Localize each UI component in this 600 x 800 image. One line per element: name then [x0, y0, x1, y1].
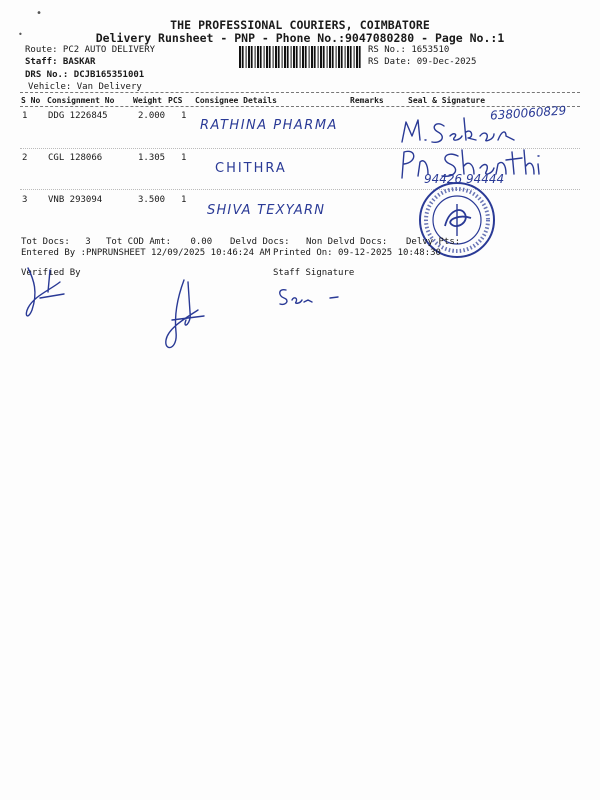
barcode-bar — [264, 46, 265, 68]
col-seal: Seal & Signature — [408, 96, 486, 105]
barcode-bar — [266, 46, 268, 68]
barcode-bar — [323, 46, 325, 68]
barcode-bar — [278, 46, 280, 68]
total-cod — [106, 237, 212, 247]
barcode-bar — [350, 46, 352, 68]
total-cod-value: 0.00 — [190, 237, 213, 247]
col-pcs: PCS — [168, 96, 183, 105]
row-pcs: 1 — [181, 111, 187, 121]
staff-signature-label: Staff Signature — [273, 268, 355, 278]
barcode-bar — [359, 46, 361, 68]
scan-mark: • — [36, 8, 43, 19]
verifier-signature-1 — [20, 262, 80, 324]
barcode-bar — [282, 46, 283, 68]
row-pcs: 1 — [181, 195, 187, 205]
row-pcs: 1 — [181, 153, 187, 163]
barcode-bar — [345, 46, 346, 68]
barcode-bar — [300, 46, 301, 68]
total-docs — [21, 237, 91, 247]
barcode-bar — [327, 46, 328, 68]
barcode-bar — [255, 46, 256, 68]
delivered-docs-label: Delvd Docs: — [230, 237, 290, 247]
barcode-bar — [242, 46, 244, 68]
barcode-bar — [269, 46, 271, 68]
drs-label: DRS No.: — [25, 70, 69, 80]
route-label: Route: PC2 AUTO DELIVERY — [25, 45, 156, 55]
barcode-bar — [356, 46, 358, 68]
vehicle-label: Vehicle: Van Delivery — [28, 82, 142, 92]
printed-on: Printed On: 09-12-2025 10:48:30 — [273, 248, 441, 258]
barcode-bar — [309, 46, 310, 68]
barcode-bar — [311, 46, 313, 68]
total-docs-label: Tot Docs: — [21, 237, 70, 247]
barcode-bar — [273, 46, 274, 68]
handwritten-phone-2: 94426 94444 — [424, 172, 505, 186]
barcode-bar — [341, 46, 343, 68]
barcode-bar — [336, 46, 337, 68]
row-consignment: CGL 128066 — [48, 153, 103, 163]
barcode-bar — [332, 46, 334, 68]
handwritten-consignee-1: RATHINA PHARMA — [200, 118, 338, 133]
handwritten-consignee-3: SHIVA TEXYARN — [207, 203, 326, 218]
runsheet-subtitle: Delivery Runsheet - PNP - Phone No.:9047080280 - Page No.:1 — [95, 31, 505, 45]
drs-value: DCJB165351001 — [73, 70, 145, 80]
signature-row-1 — [398, 112, 538, 148]
barcode-bar — [302, 46, 304, 68]
verifier-signature-2 — [158, 276, 214, 356]
non-delivered-docs-label: Non Delvd Docs: — [306, 237, 388, 247]
barcode-bar — [329, 46, 331, 68]
staff-label: Staff: BASKAR — [25, 57, 96, 67]
row-consignment: VNB 293094 — [48, 195, 103, 205]
total-docs-value: 3 — [85, 237, 91, 247]
barcode-bar — [305, 46, 307, 68]
row-consignment: DDG 1226845 — [48, 111, 108, 121]
barcode-bar — [275, 46, 277, 68]
col-sno: S No — [21, 96, 41, 105]
staff-signature-mark — [276, 286, 346, 310]
barcode-bar — [239, 46, 241, 68]
barcode-bar — [260, 46, 262, 68]
row-weight: 3.500 — [138, 195, 166, 205]
barcode-bar — [246, 46, 247, 68]
row-sno: 1 — [22, 111, 28, 121]
total-cod-label: Tot COD Amt: — [106, 237, 172, 247]
col-weight: Weight — [133, 96, 162, 105]
header-underline — [20, 106, 580, 107]
barcode-bar — [287, 46, 289, 68]
entered-by: Entered By :PNPRUNSHEET 12/09/2025 10:46:24 AM — [21, 248, 271, 258]
handwritten-phone-1: 6380060829 — [489, 103, 567, 123]
rs-date: RS Date: 09-Dec-2025 — [368, 57, 477, 67]
col-consignee: Consignee Details — [195, 96, 277, 105]
barcode-bar — [284, 46, 286, 68]
barcode-image — [238, 46, 364, 68]
barcode-bar — [320, 46, 322, 68]
header-rule — [20, 92, 580, 93]
barcode-bar — [251, 46, 253, 68]
row-sno: 3 — [22, 195, 28, 205]
barcode-bar — [338, 46, 340, 68]
barcode-bar — [296, 46, 298, 68]
barcode-bar — [347, 46, 349, 68]
barcode-bar — [293, 46, 295, 68]
row-sno: 2 — [22, 153, 28, 163]
signature-row-2 — [396, 146, 546, 182]
drs-number — [25, 70, 144, 80]
company-title: THE PROFESSIONAL COURIERS, COIMBATORE — [170, 18, 430, 32]
barcode-bar — [257, 46, 259, 68]
col-remarks: Remarks — [350, 96, 384, 105]
scan-mark: • — [18, 30, 23, 39]
row-weight: 1.305 — [138, 153, 166, 163]
barcode-bar — [318, 46, 319, 68]
barcode-bar — [314, 46, 316, 68]
barcode-bar — [354, 46, 355, 68]
verified-by-label: Verified By — [21, 268, 81, 278]
rs-number: RS No.: 1653510 — [368, 45, 450, 55]
barcode-bar — [291, 46, 292, 68]
col-consignment: Consignment No — [47, 96, 115, 105]
row-weight: 2.000 — [138, 111, 166, 121]
delivery-points-label: Delvy Pts: — [406, 237, 461, 247]
handwritten-consignee-2: CHITHRA — [215, 161, 287, 176]
barcode-bar — [248, 46, 250, 68]
